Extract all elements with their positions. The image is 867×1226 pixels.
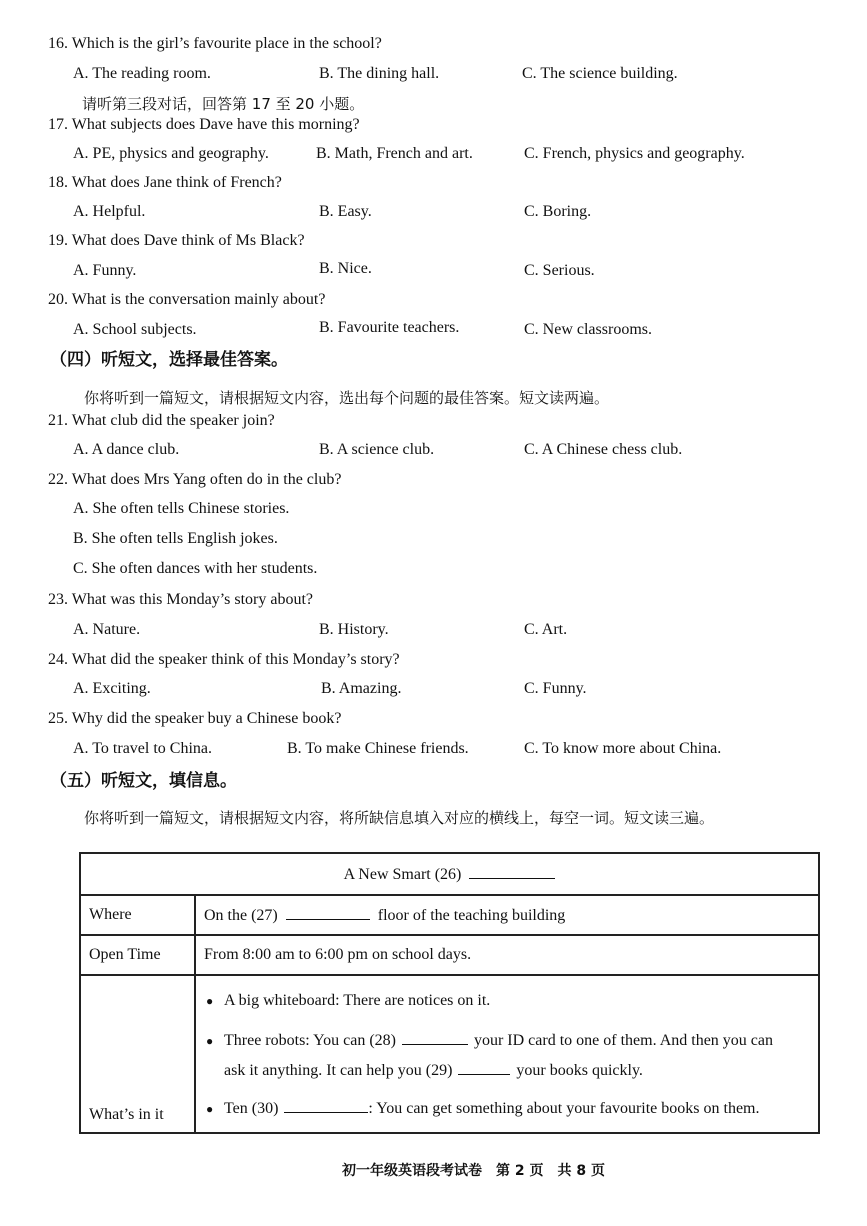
item-robots-text-c: ask it anything. It can help you (29) <box>224 1062 453 1079</box>
item-robots <box>206 1026 810 1086</box>
question-24-option-a: A. Exciting. <box>73 680 151 697</box>
whats-in-it-cell <box>195 975 819 1133</box>
question-19-option-c: C. Serious. <box>524 262 595 279</box>
where-label: Where <box>80 895 195 935</box>
question-16-option-a: A. The reading room. <box>73 65 211 82</box>
question-16-option-c: C. The science building. <box>522 65 678 82</box>
question-24-option-c: C. Funny. <box>524 680 587 697</box>
question-17-option-c: C. French, physics and geography. <box>524 145 745 162</box>
question-22-option-a: A. She often tells Chinese stories. <box>73 500 290 517</box>
question-21-option-c: C. A Chinese chess club. <box>524 441 683 458</box>
question-21-option-a: A. A dance club. <box>73 441 180 458</box>
section-4-title: （四）听短文，选择最佳答案。 <box>50 350 288 370</box>
question-17-stem: 17. What subjects does Dave have this morning? <box>48 116 360 133</box>
question-25-stem: 25. Why did the speaker buy a Chinese book? <box>48 710 342 727</box>
question-17-option-b: B. Math, French and art. <box>316 145 473 162</box>
item-ten-text-b: : You can get something about your favourite books on them. <box>368 1100 760 1117</box>
question-25-option-b: B. To make Chinese friends. <box>287 740 469 757</box>
question-23-option-a: A. Nature. <box>73 621 141 638</box>
question-23-option-c: C. Art. <box>524 621 568 638</box>
question-18-stem: 18. What does Jane think of French? <box>48 174 282 191</box>
question-24-stem: 24. What did the speaker think of this Monday’s story? <box>48 651 400 668</box>
question-23-stem: 23. What was this Monday’s story about? <box>48 591 314 608</box>
item-robots-text-a: Three robots: You can (28) <box>224 1032 396 1049</box>
question-18-option-a: A. Helpful. <box>73 203 146 220</box>
where-prefix: On the (27) <box>204 907 278 924</box>
question-16-option-b: B. The dining hall. <box>319 65 440 82</box>
question-24-option-b: B. Amazing. <box>321 680 402 697</box>
section-5-instruction: 你将听到一篇短文，请根据短文内容，将所缺信息填入对应的横线上，每空一词。短文读三遍。 <box>84 809 715 827</box>
question-18-option-c: C. Boring. <box>524 203 592 220</box>
item-ten <box>206 1094 810 1124</box>
info-table <box>79 852 820 1134</box>
item-whiteboard <box>206 986 810 1016</box>
dialogue-3-instruction: 请听第三段对话，回答第 17 至 20 小题。 <box>82 95 365 113</box>
section-4-instruction: 你将听到一篇短文，请根据短文内容，选出每个问题的最佳答案。短文读两遍。 <box>84 389 610 407</box>
item-robots-text-b: your ID card to one of them. And then you can <box>473 1032 773 1049</box>
question-17-option-a: A. PE, physics and geography. <box>73 145 269 162</box>
open-time-value: From 8:00 am to 6:00 pm on school days. <box>195 935 819 975</box>
blank-27[interactable] <box>286 905 370 920</box>
question-20-option-c: C. New classrooms. <box>524 321 652 338</box>
question-25-option-c: C. To know more about China. <box>524 740 722 757</box>
where-value-cell <box>195 895 819 935</box>
table-heading: A New Smart (26) <box>343 866 462 883</box>
section-5-title: （五）听短文，填信息。 <box>50 771 237 791</box>
question-18-option-b: B. Easy. <box>319 203 372 220</box>
item-ten-text-a: Ten (30) <box>224 1100 279 1117</box>
question-22-option-c: C. She often dances with her students. <box>73 560 318 577</box>
question-20-stem: 20. What is the conversation mainly about? <box>48 291 326 308</box>
question-16-stem: 16. Which is the girl’s favourite place in the school? <box>48 35 382 52</box>
where-suffix: floor of the teaching building <box>377 907 566 924</box>
question-20-option-b: B. Favourite teachers. <box>319 319 460 336</box>
question-22-stem: 22. What does Mrs Yang often do in the club? <box>48 471 342 488</box>
question-21-option-b: B. A science club. <box>319 441 435 458</box>
open-time-label: Open Time <box>80 935 195 975</box>
question-25-option-a: A. To travel to China. <box>73 740 213 757</box>
question-19-option-a: A. Funny. <box>73 262 137 279</box>
blank-30[interactable] <box>284 1098 368 1113</box>
question-20-option-a: A. School subjects. <box>73 321 197 338</box>
blank-29[interactable] <box>458 1060 510 1075</box>
blank-26[interactable] <box>469 864 555 879</box>
table-heading-cell <box>80 853 819 895</box>
question-23-option-b: B. History. <box>319 621 389 638</box>
item-robots-text-d: your books quickly. <box>516 1062 643 1079</box>
blank-28[interactable] <box>402 1030 468 1045</box>
question-19-stem: 19. What does Dave think of Ms Black? <box>48 232 305 249</box>
item-whiteboard-text: A big whiteboard: There are notices on it. <box>224 992 491 1009</box>
question-21-stem: 21. What club did the speaker join? <box>48 412 275 429</box>
question-22-option-b: B. She often tells English jokes. <box>73 530 278 547</box>
page-footer: 初一年级英语段考试卷 第 2 页 共 8 页 <box>342 1163 605 1179</box>
question-19-option-b: B. Nice. <box>319 260 372 277</box>
whats-in-it-label: What’s in it <box>80 975 195 1133</box>
